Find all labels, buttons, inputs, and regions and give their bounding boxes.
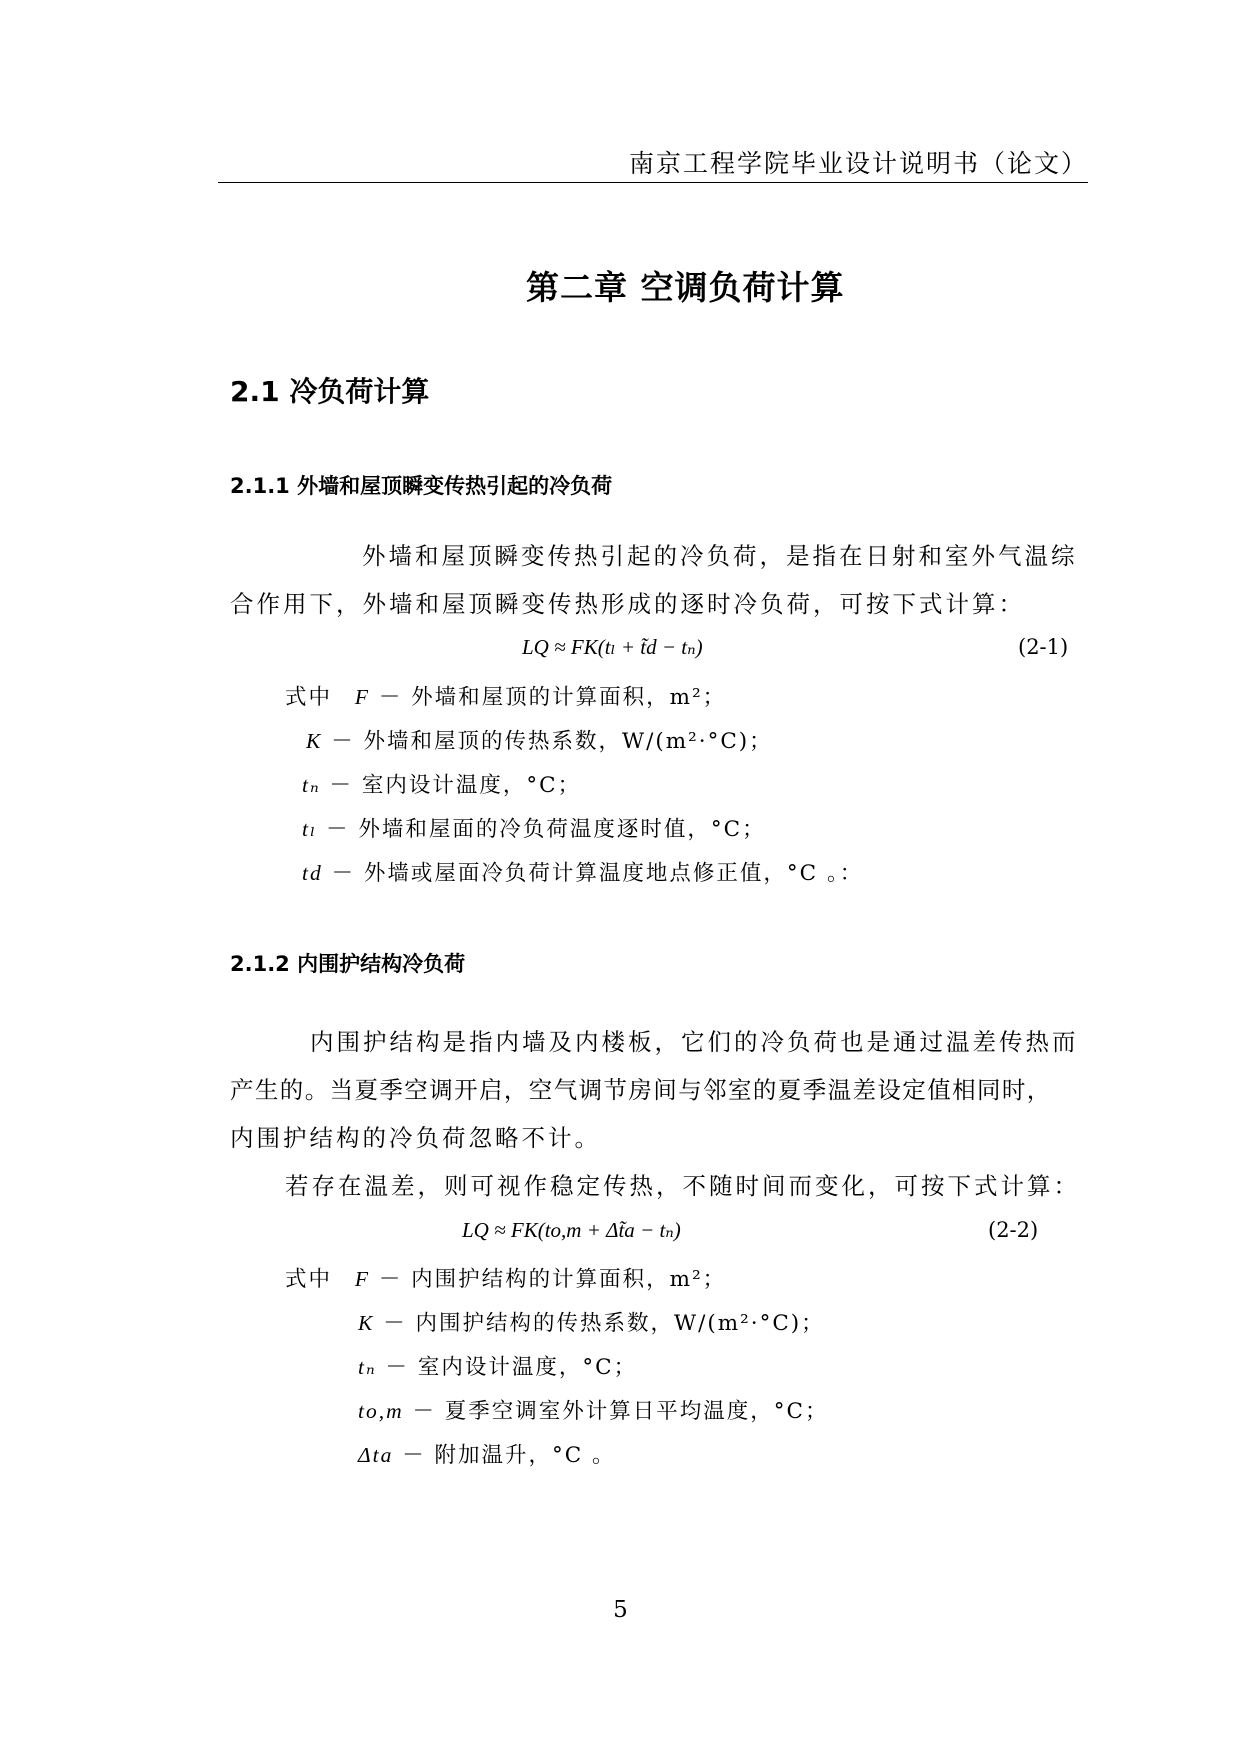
running-header: 南京工程学院毕业设计说明书（论文） (628, 149, 1088, 178)
definition-symbol: F (354, 685, 370, 709)
paragraph-line: 内围护结构是指内墙及内楼板，它们的冷负荷也是通过温差传热而 (310, 1028, 1079, 1056)
subsection-heading-2-1-2: 2.1.2 内围护结构冷负荷 (230, 952, 466, 976)
definition-text: － 外墙和屋面的冷负荷温度逐时值，°C； (326, 817, 766, 842)
definition-symbol: tₙ (358, 1355, 377, 1379)
definition-symbol: td (302, 861, 323, 885)
section-heading-2-1: 2.1 冷负荷计算 (230, 375, 430, 408)
equation-number: (2-2) (988, 1218, 1039, 1242)
definition-text: － 内围护结构的传热系数，W/(m²·°C)； (383, 1311, 825, 1336)
paragraph-line: 若存在温差，则可视作稳定传热，不随时间而变化，可按下式计算： (285, 1172, 1080, 1200)
definition-text: － 室内设计温度，°C； (385, 1355, 638, 1380)
definition-symbol: Δta (358, 1443, 394, 1467)
definition-symbol: F (354, 1267, 370, 1291)
definition-prefix: 式中 (285, 1267, 333, 1292)
definition-text: － 夏季空调室外计算日平均温度，°C； (412, 1399, 829, 1424)
definition-prefix: 式中 (285, 685, 333, 710)
paragraph-line: 内围护结构的冷负荷忽略不计。 (230, 1124, 601, 1152)
definition-line (358, 1350, 637, 1381)
definition-symbol: to,m (358, 1399, 404, 1423)
paragraph-line: 外墙和屋顶瞬变传热引起的冷负荷，是指在日射和室外气温综 (362, 542, 1078, 570)
definition-text: － 室内设计温度，°C； (329, 773, 582, 798)
page-number: 5 (613, 1597, 628, 1623)
formula-2-1: LQ ≈ FK(tₗ + t̃d − tₙ) (522, 635, 703, 659)
definition-line (358, 1438, 616, 1469)
definition-symbol: tₙ (302, 773, 321, 797)
definition-line (358, 1394, 829, 1425)
definition-symbol: tₗ (302, 817, 318, 841)
formula-2-2: LQ ≈ FK(to,m + Δt̃a − tₙ) (462, 1218, 681, 1242)
definition-line (302, 856, 863, 887)
definition-line (302, 768, 581, 799)
chapter-title: 第二章 空调负荷计算 (526, 268, 845, 307)
paragraph-line: 合作用下，外墙和屋顶瞬变传热形成的逐时冷负荷，可按下式计算： (230, 590, 1025, 618)
definition-line (302, 812, 766, 843)
subsection-heading-2-1-1: 2.1.1 外墙和屋顶瞬变传热引起的冷负荷 (230, 474, 613, 498)
definition-symbol: K (306, 729, 323, 753)
definition-text: － 内围护结构的计算面积，m²； (378, 1267, 727, 1292)
definition-text: － 附加温升，°C 。 (402, 1443, 616, 1468)
definition-text: － 外墙和屋顶的计算面积，m²； (378, 685, 727, 710)
definition-symbol: K (358, 1311, 375, 1335)
equation-number: (2-1) (1018, 635, 1069, 659)
definition-line (285, 680, 726, 711)
paragraph-line: 产生的。当夏季空调开启，空气调节房间与邻室的夏季温差设定值相同时， (230, 1076, 1052, 1104)
definition-line (358, 1306, 825, 1337)
header-rule (218, 182, 1088, 183)
definition-text: － 外墙或屋面冷负荷计算温度地点修正值，°C 。： (331, 861, 864, 886)
definition-line (285, 1262, 726, 1293)
definition-text: － 外墙和屋顶的传热系数，W/(m²·°C)； (331, 729, 773, 754)
definition-line (306, 724, 773, 755)
